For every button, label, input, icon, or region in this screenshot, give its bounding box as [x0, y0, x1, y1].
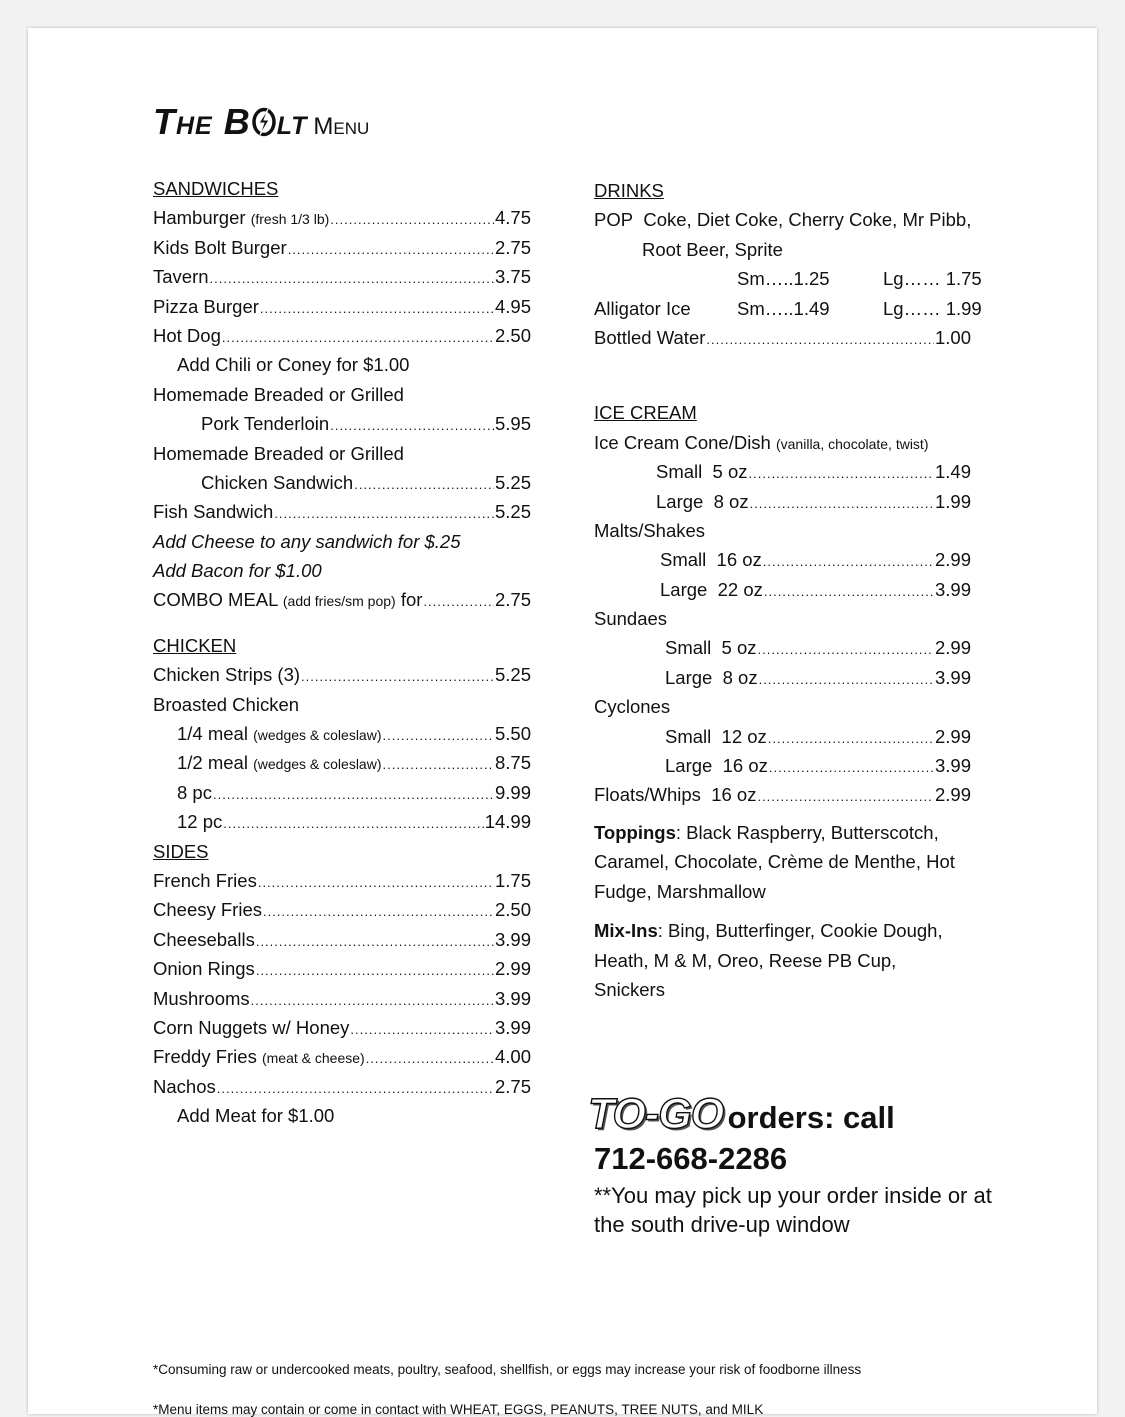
menu-item: Small 12 oz ..... 2.99: [594, 722, 971, 751]
sandwiches-heading: SANDWICHES: [153, 178, 279, 199]
sides-heading: SIDES: [153, 840, 209, 862]
menu-title: [153, 100, 369, 149]
brand-name-suffix: lt: [276, 101, 308, 142]
menu-word: Menu: [313, 113, 370, 140]
menu-item: Chicken Strips (3) ..... 5.25: [153, 660, 531, 689]
menu-item: Fish Sandwich ..... 5.25: [153, 497, 531, 526]
to-go-heading: TO-GO: [588, 1090, 724, 1138]
menu-item: 8 pc ..... 9.99: [153, 778, 531, 807]
menu-item: Hamburger (fresh 1/3 lb) ..... 4.75: [153, 203, 531, 232]
menu-note: Add Cheese to any sandwich for $.25: [153, 530, 461, 552]
mixins-label: Mix-Ins: [594, 920, 658, 942]
menu-item-prefix: Sundaes: [594, 608, 668, 630]
menu-item: Hot Dog ..... 2.50: [153, 321, 531, 350]
menu-item: Floats/Whips 16 oz ..... 2.99: [594, 780, 971, 809]
footer-allergen: *Menu items may contain or come in contact with WHEAT, EGGS, PEANUTS, TREE NUTS, and MILK: [153, 1402, 764, 1417]
alligator-large-price: Lg…… 1.99: [883, 297, 982, 319]
menu-item-prefix: Malts/Shakes: [594, 519, 706, 541]
pop-small-price: Sm…..1.25: [737, 268, 830, 290]
mixins-paragraph: Mix-Ins: Bing, Butterfinger, Cookie Dough, Heath, M & M, Oreo, Reese PB Cup, Snickers: [594, 920, 943, 1001]
menu-page: [28, 28, 1097, 1417]
menu-item-prefix: Ice Cream Cone/Dish (vanilla, chocolate, twist): [594, 431, 929, 453]
alligator-small-price: Sm…..1.49: [737, 297, 830, 319]
to-go-section: [588, 1090, 1028, 1239]
menu-note: Add Chili or Coney for $1.00: [177, 354, 410, 376]
menu-item: Small 5 oz ..... 1.49: [594, 457, 971, 486]
menu-item: Small 5 oz ..... 2.99: [594, 633, 971, 662]
pop-item: POP Coke, Diet Coke, Cherry Coke, Mr Pibb,: [594, 209, 972, 231]
drinks-heading: DRINKS: [594, 180, 664, 201]
left-column: [153, 174, 531, 1131]
to-go-phone: 712-668-2286: [594, 1141, 788, 1176]
menu-item: Small 16 oz ..... 2.99: [594, 545, 971, 574]
lightning-bolt-o-icon: [251, 103, 277, 147]
menu-item: Large 8 oz ..... 1.99: [594, 487, 971, 516]
menu-item: COMBO MEAL (add fries/sm pop) for ..... 2.75: [153, 585, 531, 614]
footer-disclaimer: *Consuming raw or undercooked meats, poultry, seafood, shellfish, or eggs may increase your risk of foodborne illness: [153, 1362, 862, 1377]
menu-item-prefix: Broasted Chicken: [153, 693, 300, 715]
menu-item: Pork Tenderloin ..... 5.95: [153, 409, 531, 438]
menu-item: 1/4 meal (wedges & coleslaw) ..... 5.50: [153, 719, 531, 748]
menu-item: Cheesy Fries ..... 2.50: [153, 895, 531, 924]
menu-item: French Fries ..... 1.75: [153, 866, 531, 895]
pop-sizes: [594, 264, 982, 293]
brand-name-prefix: The B: [153, 101, 251, 142]
menu-item: 12 pc ..... 14.99: [153, 807, 531, 836]
right-column: [594, 176, 982, 1005]
pop-large-price: Lg…… 1.75: [883, 268, 982, 290]
pop-item-continued: Root Beer, Sprite: [642, 238, 783, 260]
menu-item: Kids Bolt Burger ..... 2.75: [153, 233, 531, 262]
menu-item: Bottled Water ..... 1.00: [594, 323, 971, 352]
menu-item: Large 16 oz ..... 3.99: [594, 751, 971, 780]
to-go-call-text: orders: call: [727, 1100, 895, 1135]
menu-item: Freddy Fries (meat & cheese) ..... 4.00: [153, 1042, 531, 1071]
menu-item-prefix: Homemade Breaded or Grilled: [153, 383, 404, 405]
alligator-ice-item: Alligator Ice Sm…..1.49 Lg…… 1.99: [594, 294, 971, 323]
menu-item: Tavern ..... 3.75: [153, 262, 531, 291]
menu-item-prefix: Homemade Breaded or Grilled: [153, 442, 404, 464]
menu-item: Chicken Sandwich ..... 5.25: [153, 468, 531, 497]
menu-item: Pizza Burger ..... 4.95: [153, 292, 531, 321]
toppings-paragraph: Toppings: Black Raspberry, Butterscotch, Caramel, Chocolate, Crème de Menthe, Hot Fudge, Marshmallow: [594, 821, 955, 902]
menu-item: Nachos ..... 2.75: [153, 1072, 531, 1101]
menu-item: 1/2 meal (wedges & coleslaw) ..... 8.75: [153, 748, 531, 777]
menu-note: Add Bacon for $1.00: [153, 560, 322, 582]
chicken-heading: CHICKEN: [153, 634, 237, 656]
menu-item: Cheeseballs ..... 3.99: [153, 925, 531, 954]
menu-item-prefix: Cyclones: [594, 696, 671, 718]
menu-item: Large 8 oz ..... 3.99: [594, 663, 971, 692]
menu-item: Large 22 oz ..... 3.99: [594, 575, 971, 604]
ice-cream-heading: ICE CREAM: [594, 402, 697, 424]
to-go-note: **You may pick up your order inside or at the south drive-up window: [594, 1183, 992, 1237]
menu-item: Mushrooms ..... 3.99: [153, 984, 531, 1013]
menu-item: Onion Rings ..... 2.99: [153, 954, 531, 983]
menu-note: Add Meat for $1.00: [177, 1105, 335, 1127]
menu-item: Corn Nuggets w/ Honey ..... 3.99: [153, 1013, 531, 1042]
toppings-label: Toppings: [594, 821, 676, 843]
